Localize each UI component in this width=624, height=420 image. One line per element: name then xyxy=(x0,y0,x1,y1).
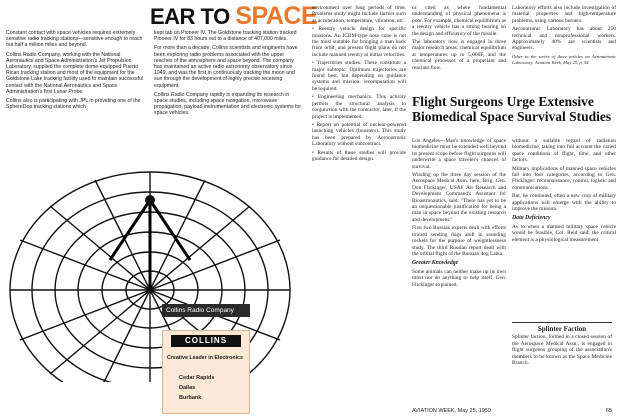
ad-headline-accent: SPACE xyxy=(235,2,318,30)
article-subhead: Data Deficiency xyxy=(512,215,551,222)
sidebar-text: Splinter faction, formed in a closed session of the Aerospace Medical Assn., is engaged in flight surgeons grouping of the association's members to be known as the Space Medicine Branch. xyxy=(512,334,612,367)
article-paragraph: environment over long periods of time. Problems study might include factors such as acceleration, temperature, vibration, etc. xyxy=(312,5,406,24)
article-column-2 xyxy=(412,5,506,91)
collins-logo-box xyxy=(162,330,250,414)
article-subhead: Greater Knowledge xyxy=(412,260,459,267)
ad-headline-main: EAR TO xyxy=(150,4,230,29)
ad-paragraph: kept tab on Pioneer IV. The Goldstone tracking station tracked Pioneer IV for 83 hours out to a distance of 407,000 miles. xyxy=(154,30,297,43)
article-column-3b xyxy=(512,138,616,318)
ad-company-name: Collins Radio Company xyxy=(162,304,250,317)
ad-location: Cedar Rapids xyxy=(179,375,215,381)
page-number: 65 xyxy=(605,408,612,414)
page-footer xyxy=(412,408,612,414)
ad-headline xyxy=(150,2,317,31)
ad-paragraph: For more than a decade, Collins scientists and engineers have been exploring radio problems associated with the upper reaches of the atmosphere and space beyond. The company has maintained an active radio astronomy observatory since 1949, and was the first in continuously tracking the moon and sun through the development of highly precise receiving equipment. xyxy=(154,45,298,89)
article-paragraph: Military implications of manned space vehicles fall into four categories, according to Gen. Flickinger: reconnaissance, control, logistic and communications. xyxy=(512,165,616,191)
article-paragraph: • Reentry vehicle design for specific missions. An ICBM-type nose cone is not the most suitable for bringing a man back from orbit, and present flight plans do not include manned reentry at initial velocities. xyxy=(312,26,406,58)
article-paragraph: • Results of these studies will provide guidance for detailed design. xyxy=(312,149,406,162)
article-paragraph: Winding up the three day session of the Aerospace Medical Assn. here, Brig. Gen. Don Flickinger, USAF Air Research and Development Command's Assistant for Bioastronautics, said: "There has yet to be an unquestionable justification for being a man in space beyond the existing research and development." xyxy=(412,172,506,223)
collins-logo: COLLINS xyxy=(171,335,241,347)
article-paragraph: Laboratory efforts also include investigation of material properties and high-temperature problems, using various burners. xyxy=(512,5,616,24)
article-paragraph: Aeronutronic Laboratory has about 250 technical and nonprofessional workers. Approximately 40% are scientists and engineers. xyxy=(512,26,616,52)
footer-publication: AVIATION WEEK, May 25, 1959 xyxy=(412,408,491,414)
article-paragraph: But, he continued, often a new crop of military applications will emerge with the ability to improve the mission. xyxy=(512,193,616,213)
radio-telescope-illustration xyxy=(0,120,306,420)
article-paragraph: As to when a manned military space vehicle would be feasible, Col. Reid said: the critical element is a physiological measurement. xyxy=(512,223,616,243)
article-paragraph: without a suitable regard of radiation biomedicine, taking into full account the varied space conditions of flight, time, and other factors. xyxy=(512,138,616,164)
article-column-2b xyxy=(412,138,506,406)
sidebar-title: Splinter Faction xyxy=(537,325,587,333)
ad-tagline: Creative Leader in Electronics xyxy=(167,355,243,361)
ad-paragraph: Collins Radio Company rapidly is expanding its research in space studies, including space navigation, microwave propagation, payload instrumentation and electronic systems for space vehicles. xyxy=(154,91,302,117)
article-paragraph: • Trajectories studies. These constitute a major subtopic. Optimum trajectories are found best, but depending on guidance systems and mission, recomputation will be required. xyxy=(312,60,406,92)
ad-paragraph: Collins also is participating with JPL in providing one of the SphereDop tracking stations which xyxy=(6,98,141,111)
article-column-1 xyxy=(312,5,406,164)
article-column-3 xyxy=(512,5,616,91)
article-paragraph: or cited as where fundamental understanding of physical phenomena is poor. For example, chemical equilibrium as a reentry vehicle has a strong bearing on the design and efficiency of the missile. xyxy=(412,5,506,37)
ad-column-left xyxy=(6,30,146,113)
article-paragraph: • Engineering mechanics. This activity permits the structural analysis in conjunction with the contractor, later, if the project is implemented. xyxy=(312,94,406,120)
article-paragraph: • Report on potential of nuclear-powered launching vehicles (boosters). This study has been prepared by Aeronutronic Laboratory without subcontract. xyxy=(312,121,406,148)
article-paragraph: The laboratory now is engaged in three major research areas: chemical equilibrium at temperatures up to 5,000F, and the chemical processes of a propellant and reactant flow. xyxy=(412,39,506,71)
splinter-faction-sidebar xyxy=(512,322,612,408)
ad-location: Dallas xyxy=(179,385,196,391)
article-paragraph: Some animals can neither make up its own mind nor do anything to help itself, Gen. Flickinger explained. xyxy=(412,268,506,288)
ad-intro: Constant contact with space vehicles requires extremely sensitive radio tracking stations—sensitive enough to reach out half a million miles and beyond. xyxy=(6,30,143,49)
ad-paragraph: Collins Radio Company, working with the National Aeronautics and Space Administration's Jet Propulsion Laboratory, supplied the complete dome-equipped Puerto Rican tracking station and most of the equipment for the Goldstone Lake tracking facility used to maintain successful contact with the National Aeronautics and Space Administration's first Lunar Probe. xyxy=(6,51,143,95)
ad-column-right xyxy=(154,30,302,120)
article-note: Other in the series of three articles on Aeronutronic Laboratory. Aviation Week, May 25, p. 54 xyxy=(512,53,616,66)
ad-location: Burbank xyxy=(179,395,202,401)
article-paragraph: First two Russian experts dealt with efforts toward sending dogs aloft in sounding rockets for the purpose of weightlessness study. The third Russian report dealt with the orbital flight of the Russian dog Laika. xyxy=(412,225,506,257)
article-title: Flight Surgeons Urge Extensive Biomedical Space Survival Studies xyxy=(412,94,612,124)
article-paragraph: Los Angeles—Man's knowledge of space biomedicine must be extended well beyond its present scope before flight surgeons will underwrite a space traveler's chances of survival. xyxy=(412,138,506,170)
